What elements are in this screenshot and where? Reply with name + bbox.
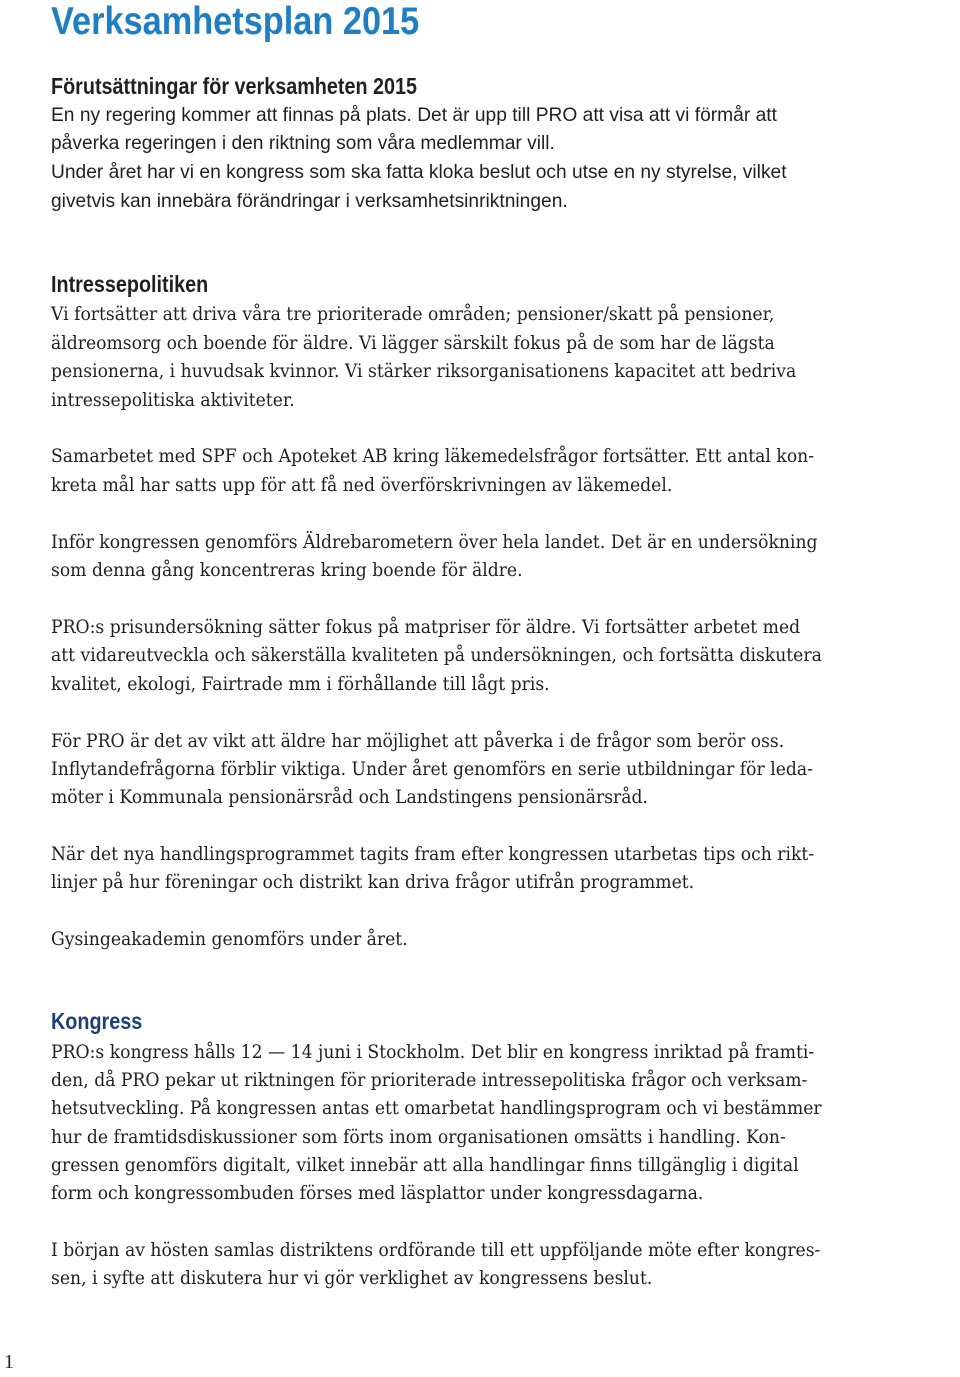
- paragraph-line: hetsutveckling. På kongressen antas ett omarbetat handlingsprogram och vi bestämmer: [51, 1097, 822, 1119]
- section-heading-kongress: Kongress: [51, 1008, 143, 1034]
- paragraph-line: givetvis kan innebära förändringar i verksamhetsinriktningen.: [51, 190, 568, 212]
- paragraph-line: PRO:s kongress hålls 12 — 14 juni i Stockholm. Det blir en kongress inriktad på framti-: [51, 1041, 815, 1063]
- paragraph-line: För PRO är det av vikt att äldre har möjlighet att påverka i de frågor som berör oss.: [51, 730, 785, 752]
- paragraph-line: Vi fortsätter att driva våra tre prioriterade områden; pensioner/skatt på pensioner,: [51, 303, 775, 325]
- page-number: 1: [4, 1351, 14, 1373]
- paragraph-line: Inflytandefrågorna förblir viktiga. Under året genomförs en serie utbildningar för leda-: [51, 758, 813, 780]
- paragraph-line: form och kongressombuden förses med läsplattor under kongressdagarna.: [51, 1182, 704, 1204]
- paragraph-line: som denna gång koncentreras kring boende för äldre.: [51, 559, 523, 581]
- paragraph-line: Samarbetet med SPF och Apoteket AB kring läkemedelsfrågor fortsätter. Ett antal kon-: [51, 445, 815, 467]
- paragraph-line: gressen genomförs digitalt, vilket innebär att alla handlingar finns tillgänglig i digital: [51, 1154, 799, 1176]
- paragraph-line: PRO:s prisundersökning sätter fokus på matpriser för äldre. Vi fortsätter arbetet med: [51, 616, 801, 638]
- paragraph-line: kvalitet, ekologi, Fairtrade mm i förhållande till lågt pris.: [51, 673, 550, 695]
- paragraph-line: När det nya handlingsprogrammet tagits fram efter kongressen utarbetas tips och rikt-: [51, 843, 815, 865]
- paragraph-line: hur de framtidsdiskussioner som förts inom organisationen omsätts i handling. Kon-: [51, 1126, 786, 1148]
- paragraph-line: I början av hösten samlas distriktens ordförande till ett uppföljande möte efter kongres-: [51, 1239, 821, 1261]
- paragraph-line: Gysingeakademin genomförs under året.: [51, 928, 408, 950]
- paragraph-line: Under året har vi en kongress som ska fatta kloka beslut och utse en ny styrelse, vilket: [51, 161, 787, 183]
- paragraph-line: intressepolitiska aktiviteter.: [51, 389, 295, 411]
- paragraph-line: pensionerna, i huvudsak kvinnor. Vi stärker riksorganisationens kapacitet att bedriva: [51, 360, 797, 382]
- paragraph-line: linjer på hur föreningar och distrikt kan driva frågor utifrån programmet.: [51, 871, 695, 893]
- paragraph-line: kreta mål har satts upp för att få ned överförskrivningen av läkemedel.: [51, 474, 673, 496]
- paragraph-line: sen, i syfte att diskutera hur vi gör verklighet av kongressens beslut.: [51, 1267, 653, 1289]
- section-heading-intressepolitiken: Intressepolitiken: [51, 271, 209, 297]
- paragraph-line: påverka regeringen i den riktning som våra medlemmar vill.: [51, 132, 555, 154]
- section-heading-forutsattningar: Förutsättningar för verksamheten 2015: [51, 73, 418, 99]
- paragraph-line: den, då PRO pekar ut riktningen för prioriterade intressepolitiska frågor och verksam-: [51, 1069, 808, 1091]
- page-title: Verksamhetsplan 2015: [51, 0, 420, 43]
- paragraph-line: Inför kongressen genomförs Äldrebarometern över hela landet. Det är en undersökning: [51, 531, 818, 553]
- paragraph-line: äldreomsorg och boende för äldre. Vi lägger särskilt fokus på de som har de lägsta: [51, 332, 775, 354]
- paragraph-line: möter i Kommunala pensionärsråd och Landstingens pensionärsråd.: [51, 786, 648, 808]
- paragraph-line: att vidareutveckla och säkerställa kvaliteten på undersökningen, och fortsätta diskutera: [51, 644, 822, 666]
- paragraph-line: En ny regering kommer att finnas på plats. Det är upp till PRO att visa att vi förmår att: [51, 104, 777, 126]
